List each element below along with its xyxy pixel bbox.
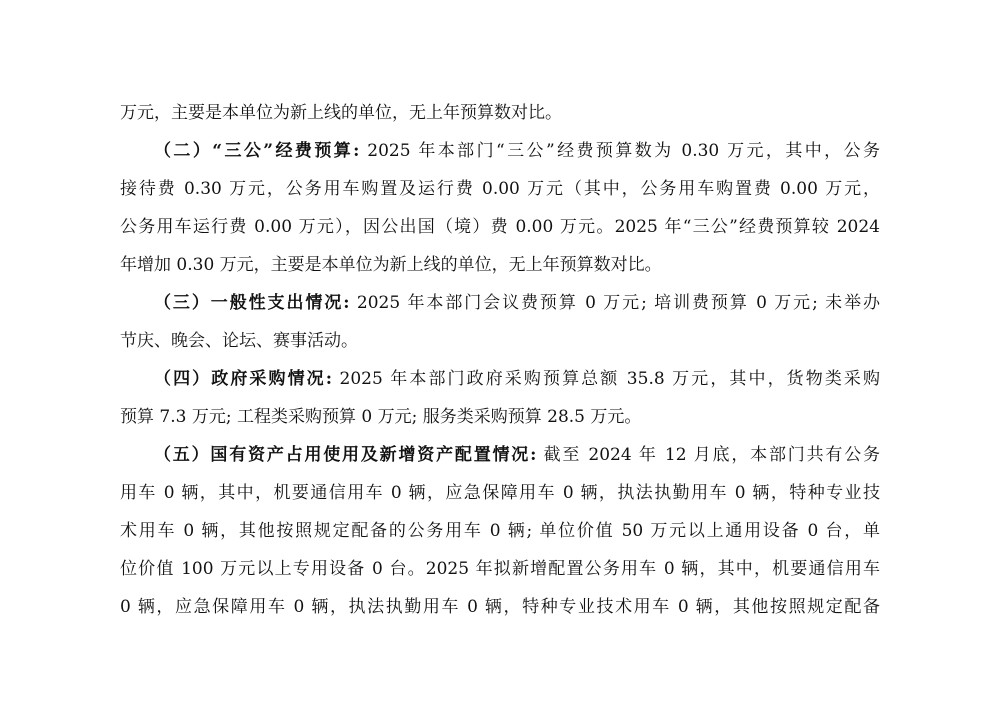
line-text: 年增加 0.30 万元，主要是本单位为新上线的单位，无上年预算数对比。 (120, 255, 662, 275)
paragraph-line (120, 96, 880, 130)
line-text: 2025 年本部门“三公”经费预算数为 0.30 万元，其中，公务 (367, 141, 880, 161)
paragraph-line (120, 324, 880, 358)
section-heading: （四）政府采购情况: (154, 369, 333, 389)
paragraph-line (120, 248, 880, 282)
section-heading: （五）国有资产占用使用及新增资产配置情况: (154, 445, 537, 465)
line-text: 节庆、晚会、论坛、赛事活动。 (120, 331, 358, 351)
paragraph-line (120, 476, 880, 510)
line-text: 术用车 0 辆，其他按照规定配备的公务用车 0 辆; 单位价值 50 万元以上通用设备 0 台，单 (120, 521, 880, 541)
paragraph-heading-line (120, 286, 880, 320)
line-text: 0 辆，应急保障用车 0 辆，执法执勤用车 0 辆，特种专业技术用车 0 辆，其他按照规定配备 (120, 597, 880, 617)
section-heading: （三）一般性支出情况: (154, 293, 350, 313)
paragraph-line (120, 400, 880, 434)
paragraph-heading-line (120, 438, 880, 472)
line-text: 用车 0 辆，其中，机要通信用车 0 辆，应急保障用车 0 辆，执法执勤用车 0 辆，特种专业技 (120, 483, 880, 503)
line-text: 2025 年本部门会议费预算 0 万元; 培训费预算 0 万元; 未举办 (356, 293, 880, 313)
line-text: 2025 年本部门政府采购预算总额 35.8 万元，其中，货物类采购 (339, 369, 880, 389)
paragraph-line (120, 172, 880, 206)
line-text: 万元，主要是本单位为新上线的单位，无上年预算数对比。 (120, 103, 562, 123)
line-text: 公务用车运行费 0.00 万元），因公出国（境）费 0.00 万元。2025 年“三公”经费预算较 2024 (120, 217, 880, 237)
line-text: 预算 7.3 万元; 工程类采购预算 0 万元; 服务类采购预算 28.5 万元。 (120, 407, 642, 427)
paragraph-line (120, 210, 880, 244)
paragraph-line (120, 552, 880, 586)
section-heading: （二）“三公”经费预算: (154, 141, 360, 161)
paragraph-line (120, 514, 880, 548)
paragraph-line (120, 590, 880, 624)
line-text: 接待费 0.30 万元，公务用车购置及运行费 0.00 万元（其中，公务用车购置费 0.00 万元， (120, 179, 880, 199)
paragraph-heading-line (120, 134, 880, 168)
line-text: 位价值 100 万元以上专用设备 0 台。2025 年拟新增配置公务用车 0 辆，其中，机要通信用车 (120, 559, 880, 579)
paragraph-heading-line (120, 362, 880, 396)
line-text: 截至 2024 年 12 月底，本部门共有公务 (543, 445, 880, 465)
